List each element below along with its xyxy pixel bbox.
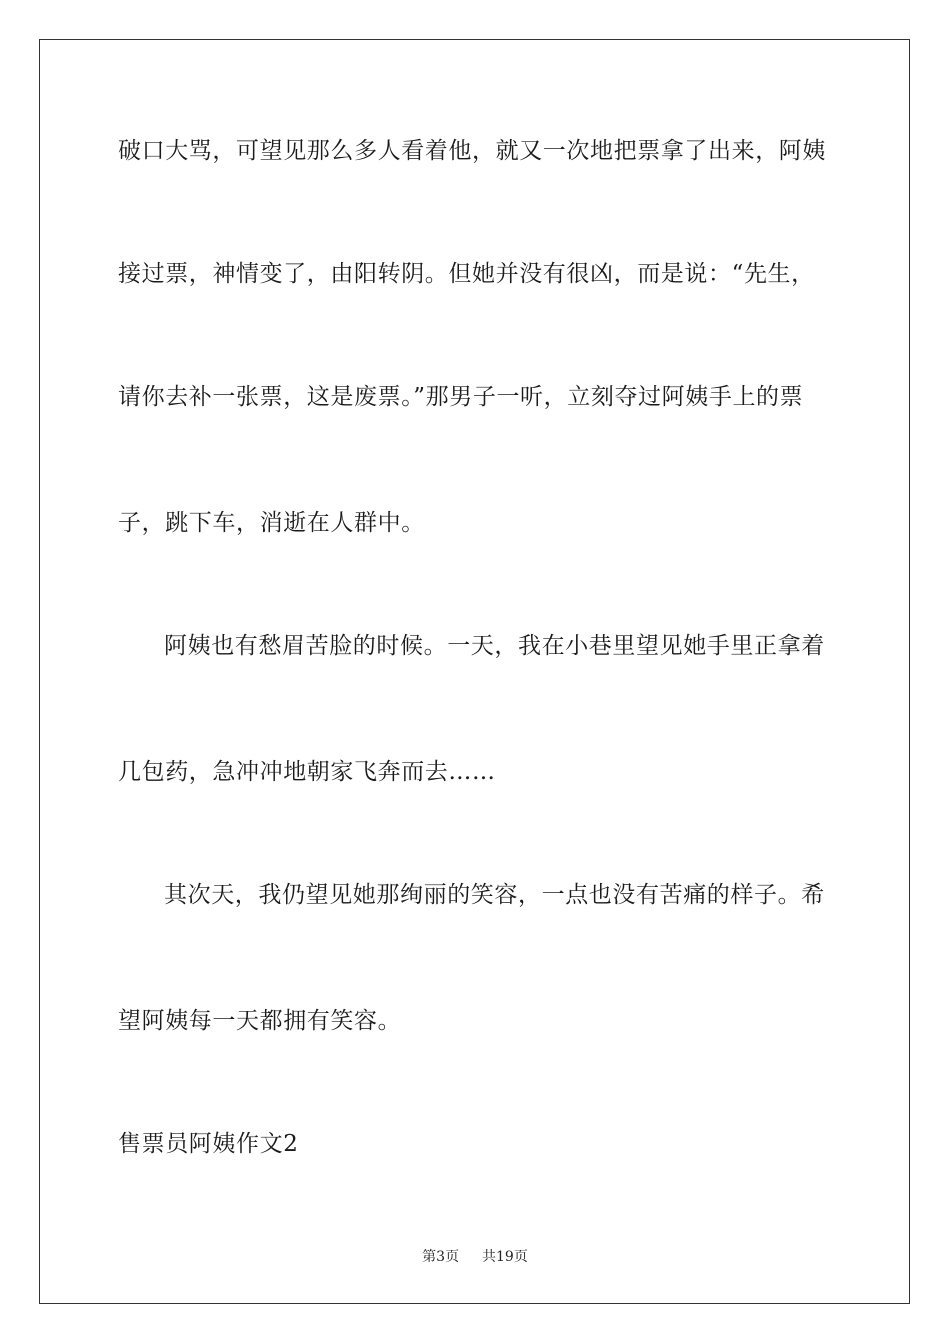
paragraph-line: 子，跳下车，消逝在人群中。: [118, 510, 425, 536]
page-total: 共19页: [482, 1249, 528, 1265]
paragraph-line: 望阿姨每一天都拥有笑容。: [118, 1008, 402, 1034]
paragraph-line: 接过票，神情变了，由阳转阴。但她并没有很凶，而是说：“先生，: [118, 261, 815, 287]
paragraph-line: 破口大骂，可望见那么多人看着他，就又一次地把票拿了出来，阿姨: [118, 138, 826, 164]
section-title: 售票员阿姨作文2: [118, 1131, 299, 1157]
page-frame: [39, 39, 910, 1304]
page-footer: [0, 1248, 950, 1266]
paragraph-line: 请你去补一张票，这是废票。”那男子一听，立刻夺过阿姨手上的票: [118, 384, 804, 410]
paragraph-line: 阿姨也有愁眉苦脸的时候。一天，我在小巷里望见她手里正拿着: [164, 633, 825, 659]
paragraph-line: 几包药，急冲冲地朝家飞奔而去……: [118, 759, 496, 785]
paragraph-line: 其次天，我仍望见她那绚丽的笑容，一点也没有苦痛的样子。希: [164, 882, 825, 908]
page-number: 第3页: [422, 1249, 460, 1265]
